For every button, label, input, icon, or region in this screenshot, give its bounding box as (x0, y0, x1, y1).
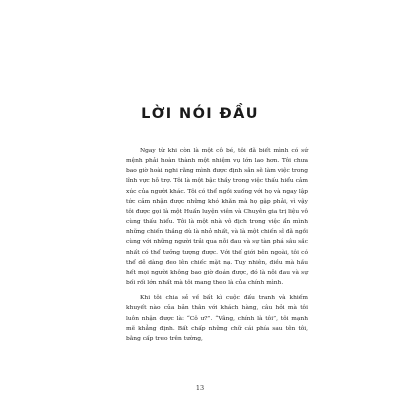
page-number: 13 (195, 384, 205, 392)
paragraph-1: Ngay từ khi còn là một cô bé, tôi đã biết mình có sứ mệnh phải hoàn thành một nhiệm vụ lớn lao hơn. Tôi chưa bao giờ hoài nghi rằng mình được định sẵn sẽ làm việc trong lĩnh vực hỗ trợ. Tôi là một bậc thầy trong việc thấu hiểu cảm xúc của người khác. Tôi có thể ngồi xuống với họ và ngay lập tức cảm nhận được những khó khăn mà họ gặp phải, vì vậy tôi được gọi là một Huấn luyện viên và Chuyên gia trị liệu vô cùng thấu hiểu. Tôi là một nhà vô địch trong việc ẩn mình những chiến thắng dù là nhỏ nhất, và là một chiến sĩ đã ngồi cùng với những người trải qua nỗi đau và sự tàn phá sâu sắc nhất có thể tưởng tượng được. Với thế giới bên ngoài, tôi có thể dễ dàng đeo lên chiếc mặt nạ. Tuy nhiên, điều mà hầu hết mọi người không bao giờ đoán được, đó là nỗi đau và sự bối rối lớn nhất mà tôi mang theo là của chính mình. (126, 148, 308, 287)
body-text (126, 146, 308, 349)
paragraph-2: Khi tôi chia sẻ về bất kì cuộc đấu tranh và khiếm khuyết nào của bản thân với khách hàng, câu hỏi mà tôi luôn nhận được là: “Cô ư?”. “Vâng, chính là tôi”, tôi mạnh mẽ khẳng định. Bất chấp những chữ cái phía sau tên tôi, bằng cấp treo trên tường, (126, 295, 308, 342)
chapter-title: LỜI NÓI ĐẦU (141, 106, 259, 122)
